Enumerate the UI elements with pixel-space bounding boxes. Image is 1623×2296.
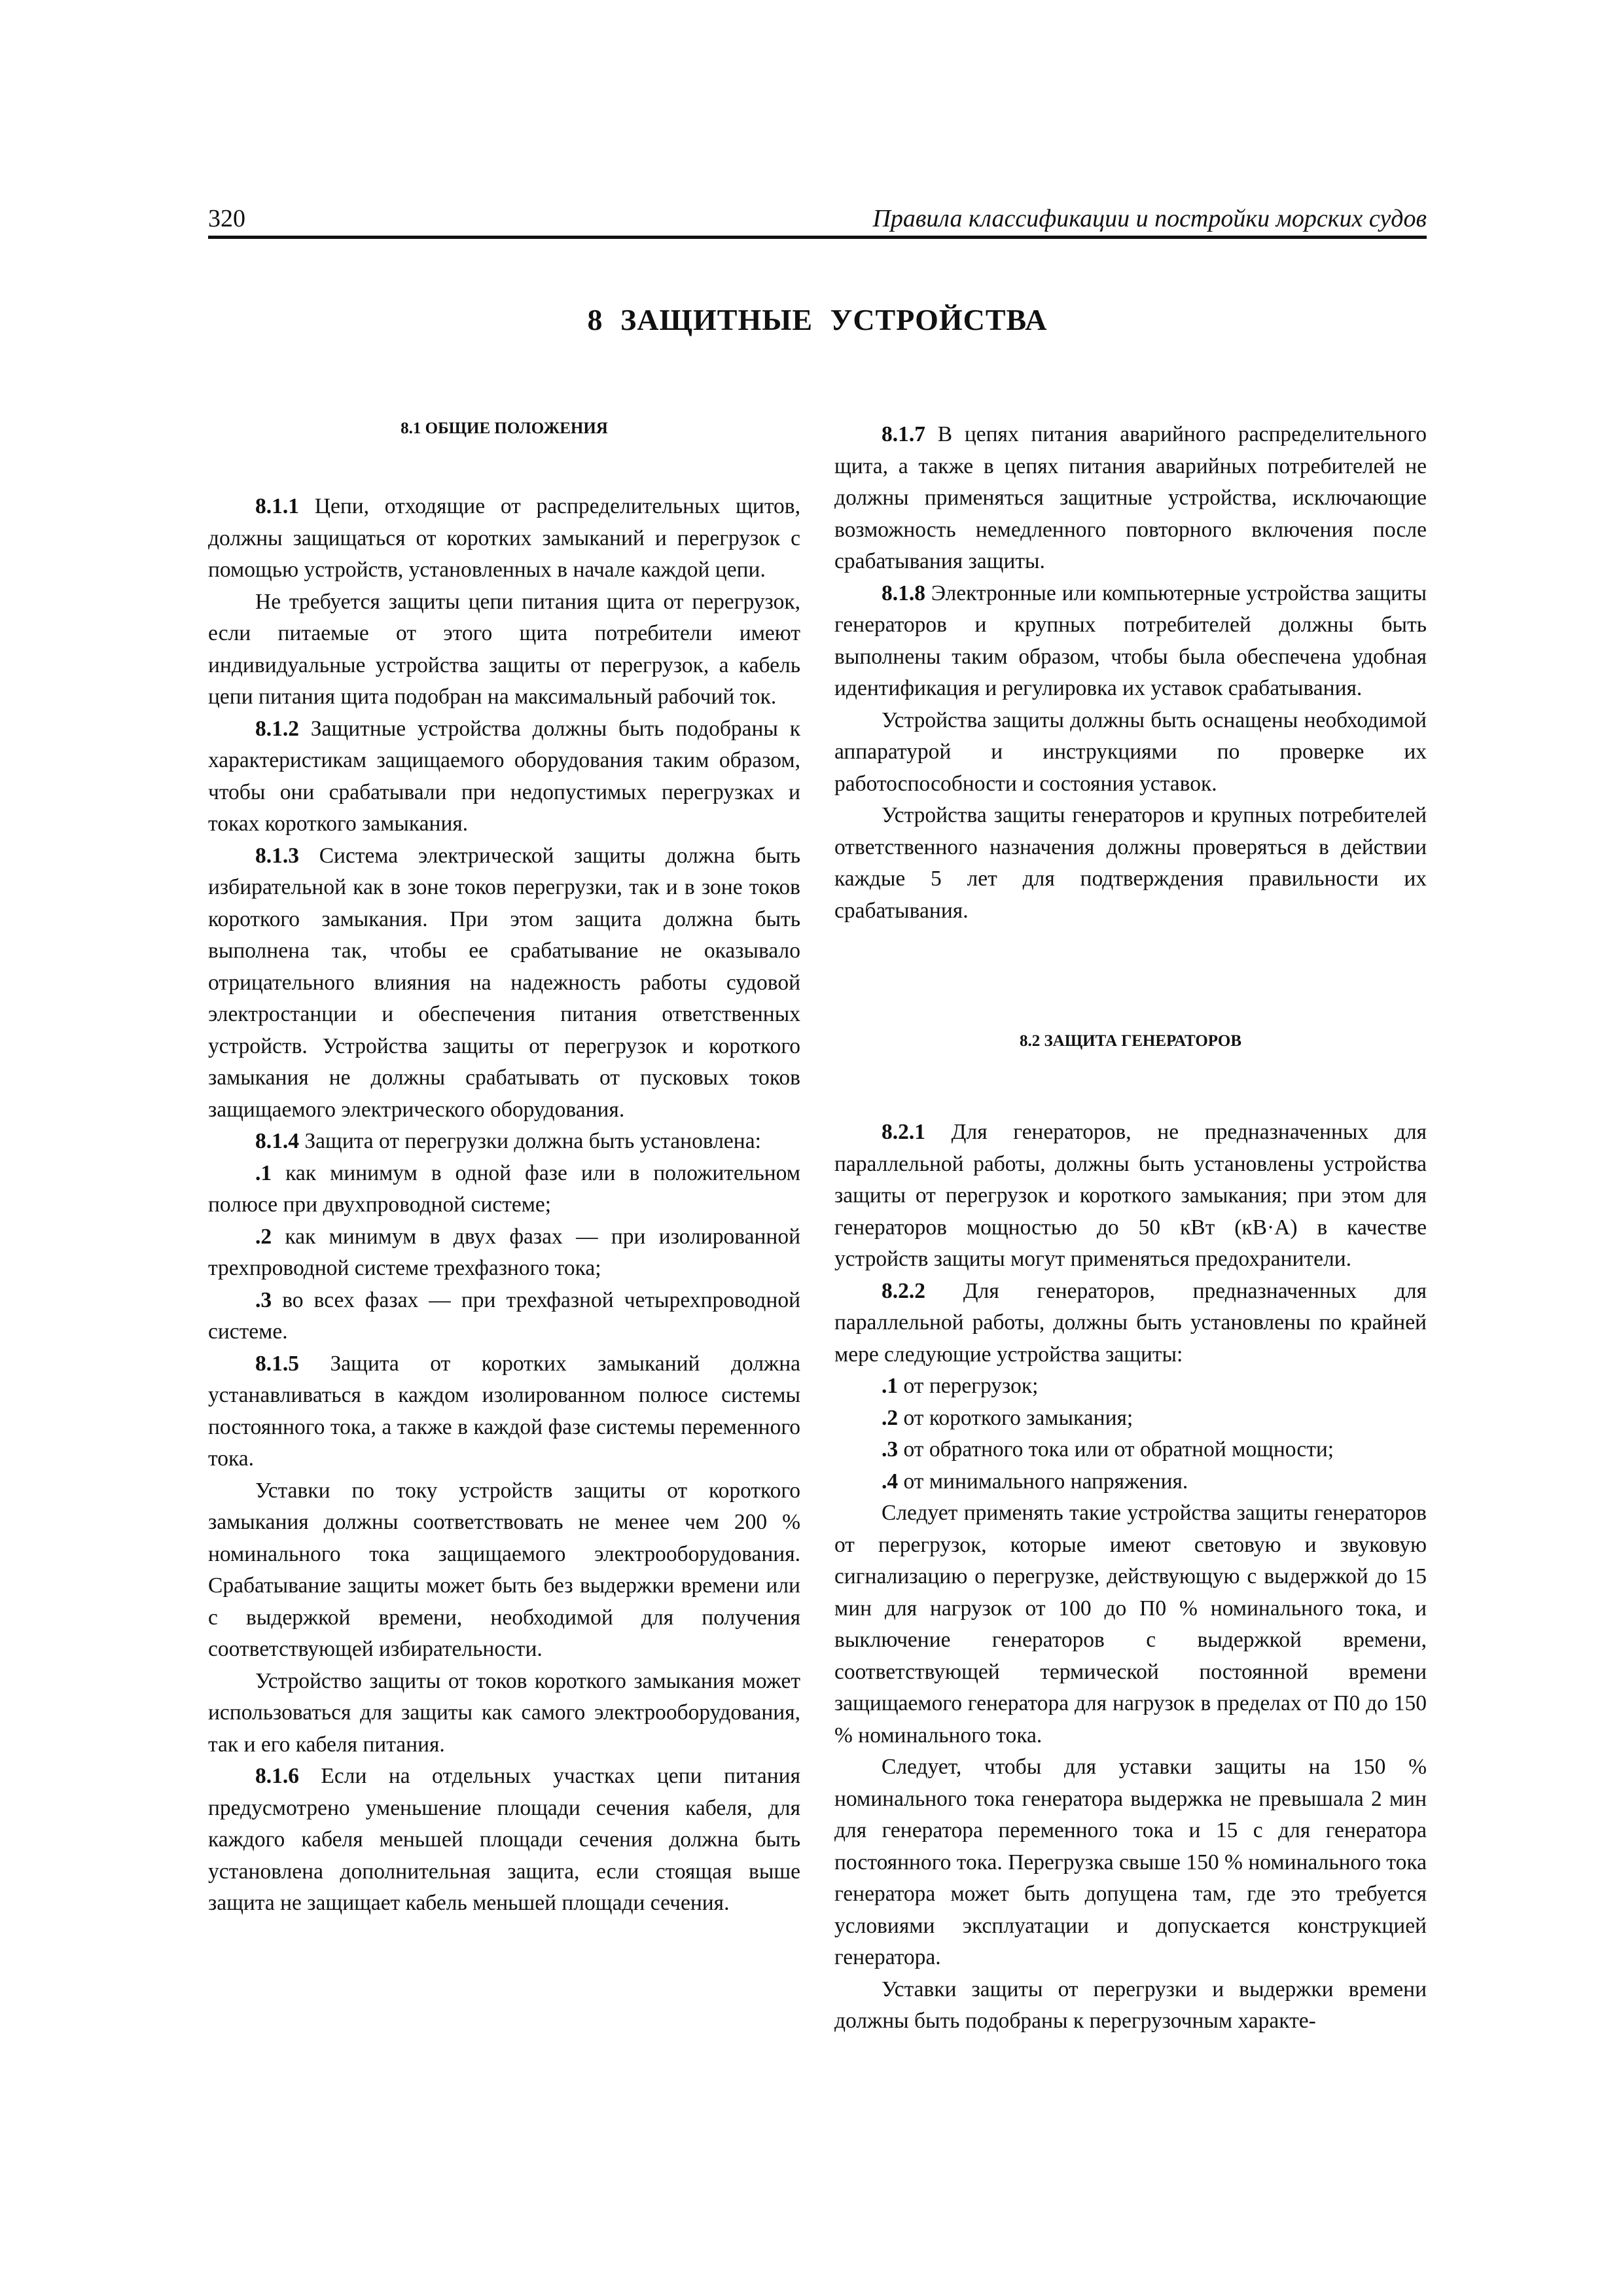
- chapter-title: 8 ЗАЩИТНЫЕ УСТРОЙСТВА: [587, 303, 1048, 336]
- clause-number: 8.1.4: [255, 1129, 299, 1153]
- right-column: [834, 419, 1427, 2037]
- clause-number: 8.1.2: [255, 716, 299, 741]
- clause-number: 8.1.7: [882, 422, 925, 446]
- paragraph-text: от минимального напряжения.: [898, 1469, 1188, 1494]
- clause-number: 8.1.5: [255, 1351, 299, 1376]
- paragraph-text: Система электрической защиты должна быть избирательной как в зоне токов перегрузки, так и в зоне токов короткого замыкания. При этом защита должна быть выполнена так, чтобы ее срабатывание не оказывало отрицательного влияния на надежность работы судовой электростанции и обеспечения питания ответственных устройств. Устройства защиты от перегрузок и короткого замыкания не должны срабатывать от пусковых токов защищаемого электрического оборудования.: [208, 843, 800, 1122]
- paragraph: [208, 1666, 800, 1761]
- paragraph: [208, 1761, 800, 1920]
- clause-number: .1: [882, 1374, 899, 1398]
- paragraph: [834, 1974, 1427, 2037]
- section-heading-8-2: 8.2 ЗАЩИТА ГЕНЕРАТОРОВ: [1019, 1032, 1242, 1050]
- paragraph-text: как минимум в одной фазе или в положительном полюсе при двухпроводной системе;: [208, 1160, 800, 1217]
- paragraph-text: во всех фазах — при трехфазной четырехпроводной системе.: [208, 1287, 800, 1344]
- paragraph-text: Устройство защиты от токов короткого замыкания может использоваться для защиты как самого электрооборудования, так и его кабеля питания.: [208, 1668, 800, 1757]
- clause-number: .1: [255, 1160, 272, 1185]
- paragraph: [834, 705, 1427, 800]
- paragraph: [834, 1371, 1427, 1403]
- paragraph: [208, 586, 800, 713]
- paragraph: [208, 491, 800, 586]
- running-title: Правила классификации и постройки морских судов: [872, 205, 1427, 232]
- clause-number: 8.1.6: [255, 1764, 299, 1788]
- paragraph: [208, 1285, 800, 1348]
- paragraph-text: от обратного тока или от обратной мощности;: [898, 1437, 1334, 1462]
- right-paragraphs-top: [834, 419, 1427, 927]
- paragraph: [208, 840, 800, 1126]
- paragraph: [834, 800, 1427, 927]
- paragraph: [834, 1434, 1427, 1466]
- paragraph-text: Устройства защиты генераторов и крупных потребителей ответственного назначения должны проверяться в действии каждые 5 лет для подтверждения правильности их срабатывания.: [834, 803, 1427, 923]
- page-number: 320: [208, 205, 245, 232]
- paragraph: [834, 1117, 1427, 1276]
- clause-number: .3: [255, 1287, 272, 1312]
- paragraph-text: Не требуется защиты цепи питания щита от перегрузок, если питаемые от этого щита потребители имеют индивидуальные устройства защиты от перегрузок, а кабель цепи питания щита подобран на максимальный рабочий ток.: [208, 589, 800, 709]
- paragraph-text: как минимум в двух фазах — при изолированной трехпроводной системе трехфазного тока;: [208, 1224, 800, 1280]
- paragraph: [834, 1498, 1427, 1751]
- paragraph-text: Цепи, отходящие от распределительных щитов, должны защищаться от коротких замыканий и перегрузок с помощью устройств, установленных в начале каждой цепи.: [208, 494, 800, 582]
- clause-number: 8.2.1: [882, 1120, 925, 1144]
- paragraph-text: от перегрузок;: [898, 1374, 1039, 1398]
- paragraph: [834, 1751, 1427, 1974]
- paragraph-text: В цепях питания аварийного распределительного щита, а также в цепях питания аварийных потребителей не должны применяться защитные устройства, исключающие возможность немедленного повторного включения после срабатывания защиты.: [834, 422, 1427, 573]
- left-paragraphs: [208, 491, 800, 1920]
- paragraph-text: Защита от перегрузки должна быть установлена:: [299, 1129, 761, 1153]
- paragraph: [834, 1466, 1427, 1498]
- paragraph: [208, 1158, 800, 1221]
- paragraph-text: от короткого замыкания;: [898, 1405, 1133, 1430]
- clause-number: .3: [882, 1437, 899, 1462]
- paragraph: [834, 419, 1427, 578]
- clause-number: .4: [882, 1469, 899, 1494]
- clause-number: 8.1.8: [882, 581, 925, 605]
- paragraph: [208, 1348, 800, 1475]
- section-spacer: [834, 927, 1427, 1031]
- paragraph: [208, 1126, 800, 1158]
- paragraph: [208, 1221, 800, 1285]
- right-paragraphs-bottom: [834, 1117, 1427, 2037]
- paragraph-text: Следует применять такие устройства защиты генераторов от перегрузок, которые имеют световую и звуковую сигнализацию о перегрузке, действующую с выдержкой до 15 мин для нагрузок от 100 до П0 % номинального тока, и выключение генераторов с выдержкой времени, соответствующей термической постоянной времени защищаемого генератора для нагрузок в пределах от П0 до 150 % номинального тока.: [834, 1501, 1427, 1748]
- paragraph: [834, 1403, 1427, 1435]
- paragraph-text: Для генераторов, предназначенных для параллельной работы, должны быть установлены по крайней мере следующие устройства защиты:: [834, 1278, 1427, 1367]
- paragraph-text: Если на отдельных участках цепи питания предусмотрено уменьшение площади сечения кабеля, для каждого кабеля меньшей площади сечения должна быть установлена дополнительная защита, если стоящая выше защита не защищает кабель меньшей площади сечения.: [208, 1764, 800, 1915]
- clause-number: .2: [255, 1224, 272, 1249]
- left-column: [208, 419, 800, 1920]
- paragraph-text: Электронные или компьютерные устройства защиты генераторов и крупных потребителей должны быть выполнены таким образом, чтобы была обеспечена удобная идентификация и регулировка их уставок срабатывания.: [834, 581, 1427, 700]
- paragraph: [208, 1475, 800, 1666]
- paragraph-text: Следует, чтобы для уставки защиты на 150 % номинального тока генератора выдержка не превышала 2 мин для генератора переменного тока и 15 с для генератора постоянного тока. Перегрузка свыше 150 % номинального тока генератора может быть допущена там, где это требуется условиями эксплуатации и допускается конструкцией генератора.: [834, 1755, 1427, 1969]
- clause-number: 8.1.3: [255, 843, 299, 868]
- paragraph: [834, 1276, 1427, 1371]
- clause-number: 8.1.1: [255, 494, 299, 518]
- paragraph: [834, 578, 1427, 705]
- paragraph-text: Уставки защиты от перегрузки и выдержки времени должны быть подобраны к перегрузочным характе-: [834, 1977, 1427, 2033]
- clause-number: 8.2.2: [882, 1278, 925, 1303]
- paragraph-text: Устройства защиты должны быть оснащены необходимой аппаратурой и инструкциями по проверке их работоспособности и состояния уставок.: [834, 708, 1427, 796]
- paragraph: [208, 713, 800, 840]
- page-header: [208, 196, 1427, 239]
- paragraph-text: Защитные устройства должны быть подобраны к характеристикам защищаемого оборудования таким образом, чтобы они срабатывали при недопустимых перегрузках и токах короткого замыкания.: [208, 716, 800, 836]
- paragraph-text: Защита от коротких замыканий должна устанавливаться в каждом изолированном полюсе системы постоянного тока, а также в каждой фазе системы переменного тока.: [208, 1351, 800, 1471]
- clause-number: .2: [882, 1405, 899, 1430]
- paragraph-text: Уставки по току устройств защиты от короткого замыкания должны соответствовать не менее чем 200 % номинального тока защищаемого электрооборудования. Срабатывание защиты может быть без выдержки времени или с выдержкой времени, необходимой для получения соответствующей избирательности.: [208, 1478, 800, 1661]
- paragraph-text: Для генераторов, не предназначенных для параллельной работы, должны быть установлены устройства защиты от перегрузок и короткого замыкания; при этом для генераторов мощностью до 50 кВт (кВ·А) в качестве устройств защиты могут применяться предохранители.: [834, 1120, 1427, 1271]
- section-heading-8-1: 8.1 ОБЩИЕ ПОЛОЖЕНИЯ: [401, 420, 608, 437]
